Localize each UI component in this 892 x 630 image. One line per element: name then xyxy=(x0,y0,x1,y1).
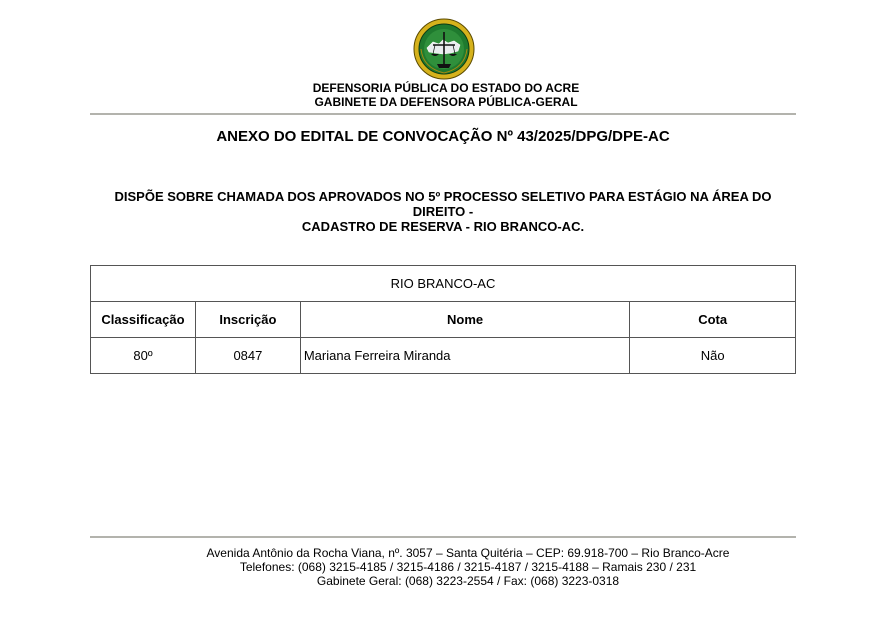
column-header-row xyxy=(91,302,796,338)
column-header-cota: Cota xyxy=(630,302,796,338)
document-title: ANEXO DO EDITAL DE CONVOCAÇÃO Nº 43/2025/DPG/DPE-AC xyxy=(216,128,670,145)
footer-divider xyxy=(90,536,796,538)
cell-nome: Mariana Ferreira Miranda xyxy=(300,338,629,374)
header-divider xyxy=(90,113,796,115)
region-header: RIO BRANCO-AC xyxy=(91,266,796,302)
org-unit: GABINETE DA DEFENSORA PÚBLICA-GERAL xyxy=(314,95,578,109)
results-table xyxy=(90,265,796,374)
footer-address: Avenida Antônio da Rocha Viana, nº. 3057 – Santa Quitéria – CEP: 69.918-700 – Rio Branco-Acre xyxy=(206,546,730,560)
subject-line-2: CADASTRO DE RESERVA - RIO BRANCO-AC. xyxy=(301,219,585,234)
defensoria-seal-icon xyxy=(413,18,475,80)
seal-logo xyxy=(413,18,475,80)
cell-classificacao: 80º xyxy=(91,338,196,374)
org-name: DEFENSORIA PÚBLICA DO ESTADO DO ACRE xyxy=(312,81,580,95)
column-header-classificacao: Classificação xyxy=(91,302,196,338)
column-header-nome: Nome xyxy=(300,302,629,338)
column-header-inscricao: Inscrição xyxy=(195,302,300,338)
footer-phones: Telefones: (068) 3215-4185 / 3215-4186 / 3215-4187 / 3215-4188 – Ramais 230 / 231 xyxy=(239,560,697,574)
footer-cabinet: Gabinete Geral: (068) 3223-2554 / Fax: (068) 3223-0318 xyxy=(316,574,620,588)
subject-line-1: DISPÕE SOBRE CHAMADA DOS APROVADOS NO 5º PROCESSO SELETIVO PARA ESTÁGIO NA ÁREA DO DIREITO - xyxy=(114,189,772,219)
table-row xyxy=(91,338,796,374)
cell-cota: Não xyxy=(630,338,796,374)
region-row xyxy=(91,266,796,302)
cell-inscricao: 0847 xyxy=(195,338,300,374)
document-subject xyxy=(90,189,796,234)
